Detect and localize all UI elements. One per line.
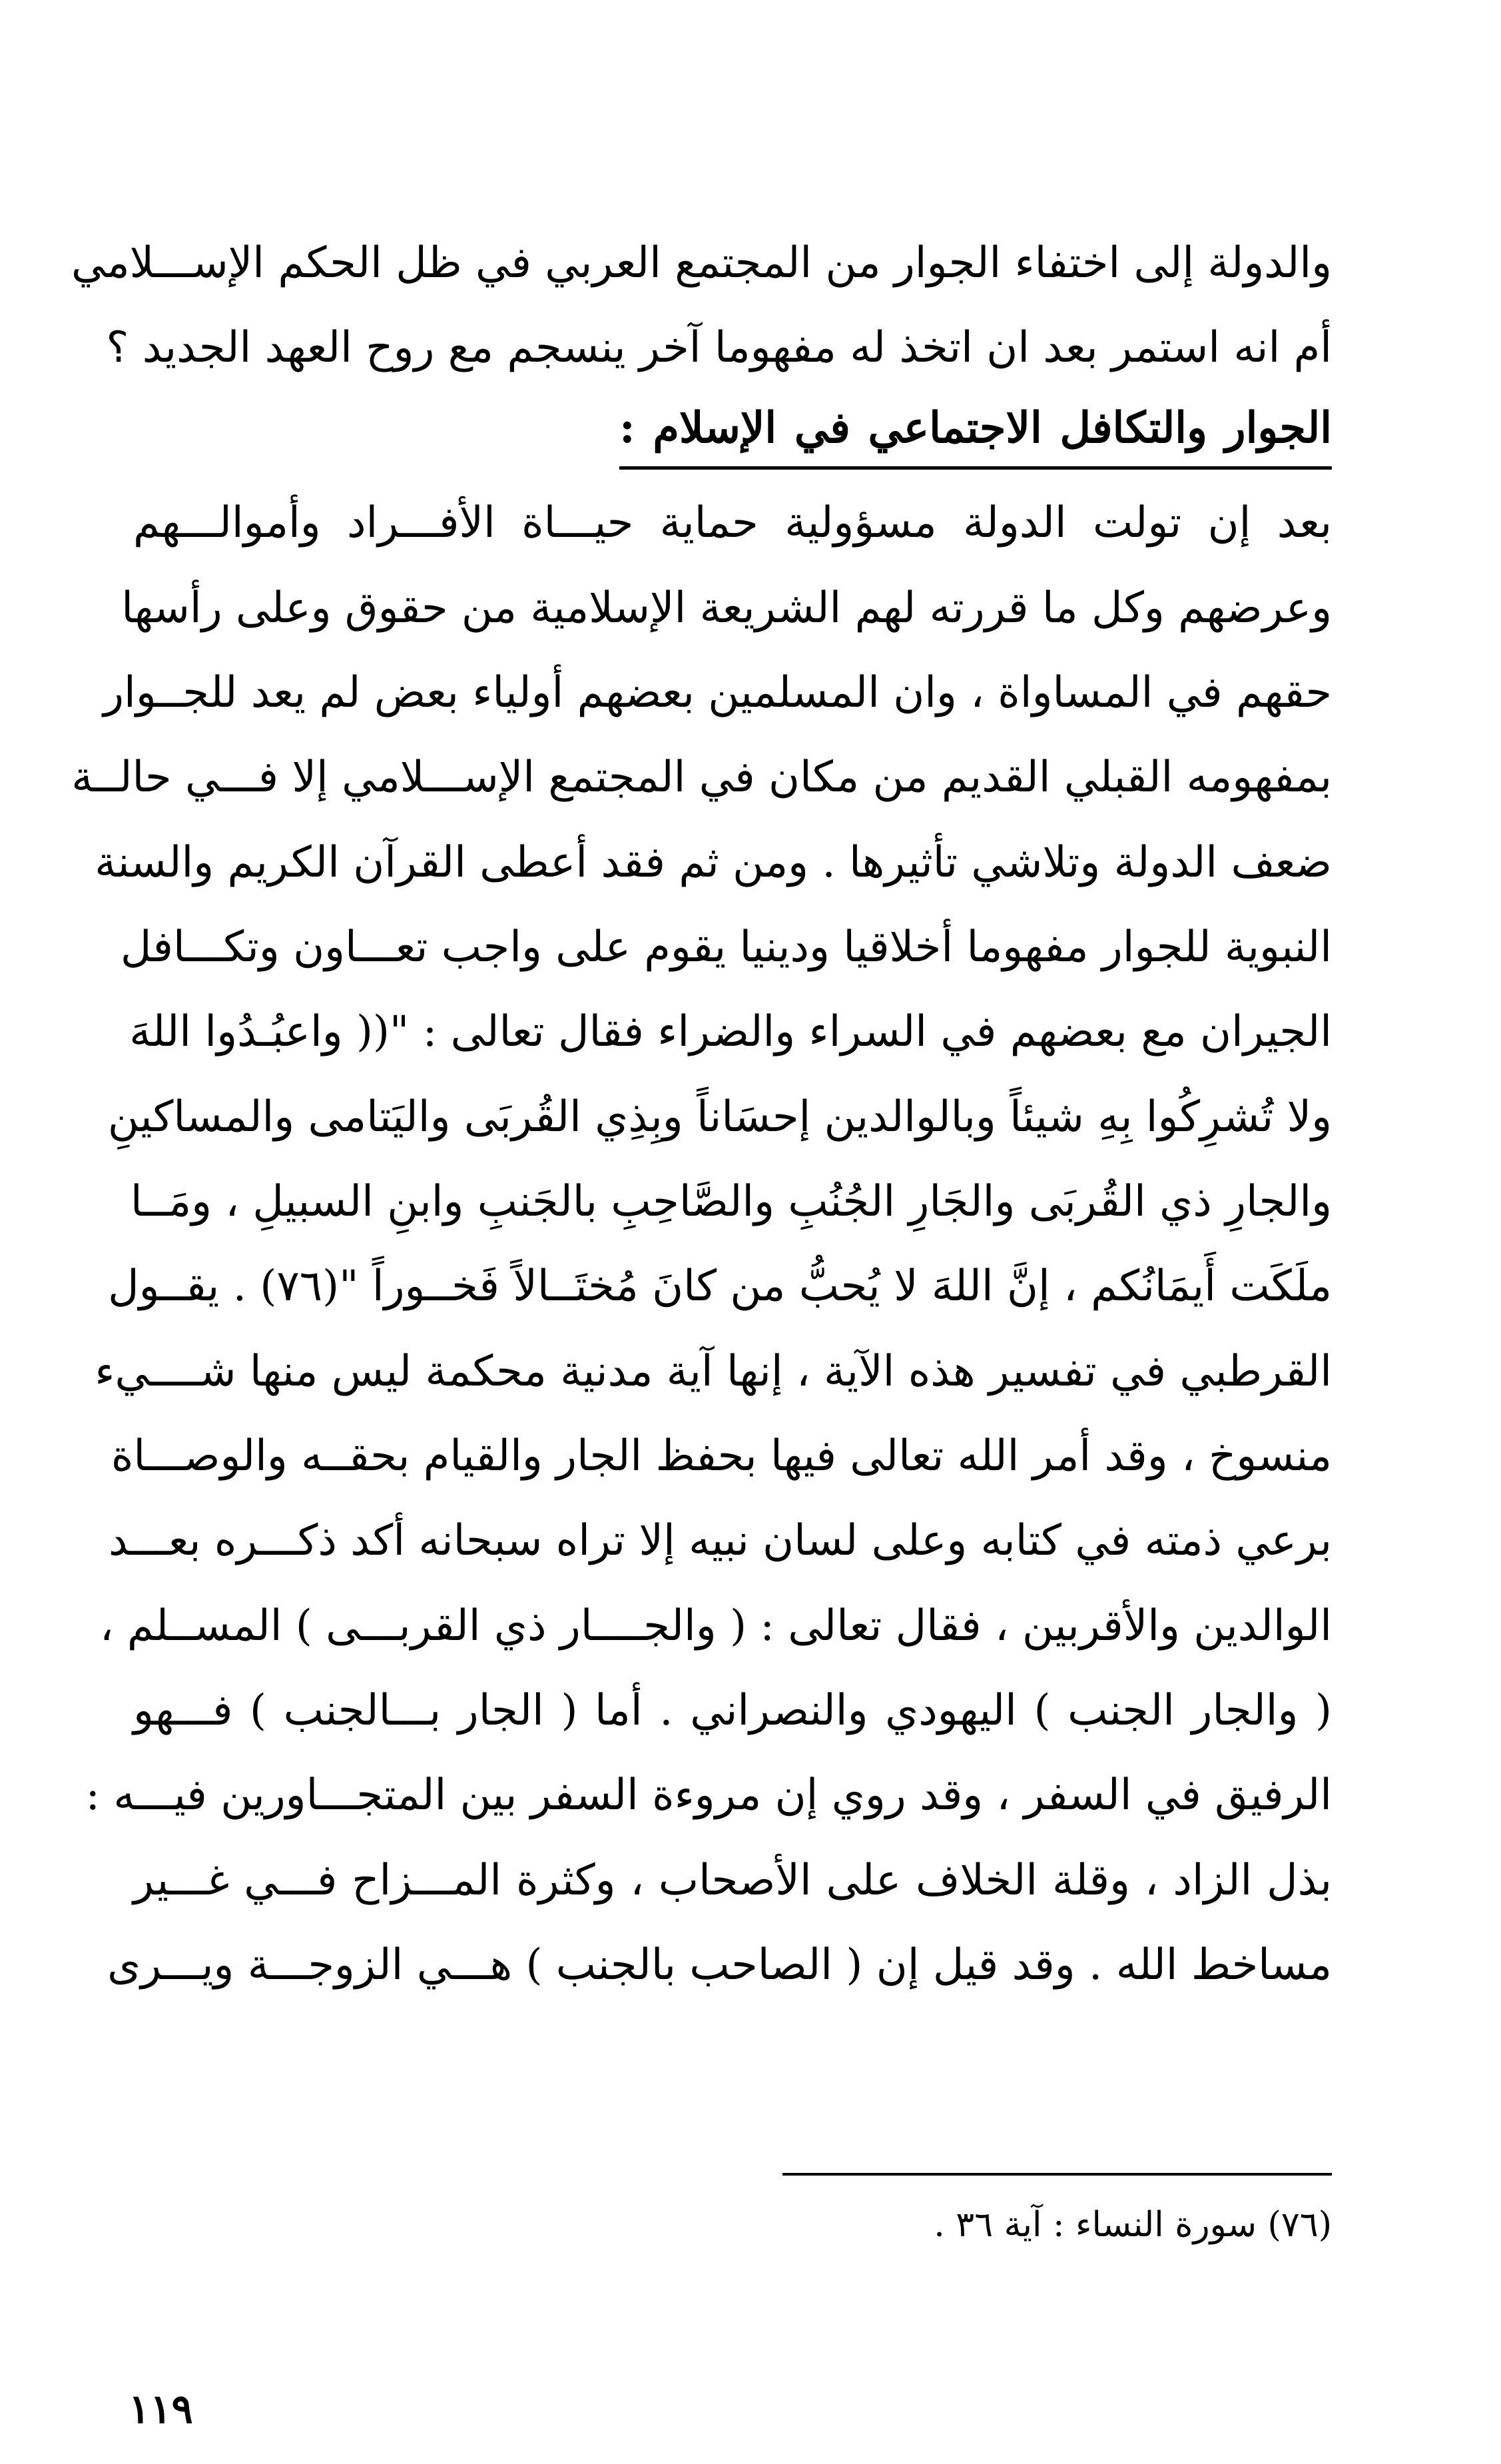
text-line: بعد إن تولت الدولة مسؤولية حماية حيـــاة الأفـــراد وأموالـــهم — [133, 498, 1332, 548]
text-line: بمفهومه القبلي القديم من مكان في المجتمع الإســـلامي إلا فـــي حالــة — [71, 753, 1332, 802]
text-line: النبوية للجوار مفهوما أخلاقيا ودينيا يقوم على واجب تعـــاون وتكـــافل — [120, 923, 1332, 972]
text-line: ضعف الدولة وتلاشي تأثيرها . ومن ثم فقد أعطى القرآن الكريم والسنة — [95, 838, 1332, 887]
text-line: الجيران مع بعضهم في السراء والضراء فقال تعالى : "(( واعبُـدُوا اللهَ — [129, 1007, 1332, 1056]
text-line: مساخط الله . وقد قيل إن ( الصاحب بالجنب ) هـــي الزوجـــة ويـــرى — [107, 1940, 1332, 1990]
text-line: وعرضهم وكل ما قررته لهم الشريعة الإسلامية من حقوق وعلى رأسها — [121, 584, 1332, 633]
text-line: القرطبي في تفسير هذه الآية ، إنها آية مدنية محكمة ليس منها شــــيء — [95, 1347, 1332, 1396]
main-text — [71, 223, 1333, 2035]
text-line: والدولة إلى اختفاء الجوار من المجتمع العربي في ظل الحكم الإســـلامي — [71, 238, 1332, 288]
section-heading-text: الجوار والتكافل الاجتماعي في الإسلام : — [619, 403, 1332, 453]
footnote: (٧٦) سورة النساء : آية ٣٦ . — [934, 2205, 1332, 2245]
page-number: ١١٩ — [129, 2386, 193, 2433]
text-line: ( والجار الجنب ) اليهودي والنصراني . أما ( الجار بـــالجنب ) فـــهو — [133, 1686, 1332, 1735]
text-line: الرفيق في السفر ، وقد روي إن مروءة السفر بين المتجـــاورين فيـــه : — [85, 1771, 1332, 1820]
text-line: منسوخ ، وقد أمر الله تعالى فيها بحفظ الجار والقيام بحقــه والوصـــاة — [111, 1432, 1332, 1481]
text-line: ولا تُشرِكُوا بِهِ شيئاً وبالوالدين إحسَاناً وبِذِي القُربَى واليَتامى والمساكينِ — [107, 1092, 1332, 1142]
text-line: ملَكَت أَيمَانُكم ، إنَّ اللهَ لا يُحبُّ من كانَ مُختَــالاً فَخــوراً "(٧٦) . يقــول — [108, 1262, 1332, 1311]
text-line: الوالدين والأقربين ، فقال تعالى : ( والجــــار ذي القربـــى ) المســلم ، — [99, 1601, 1332, 1651]
text-line: أم انه استمر بعد ان اتخذ له مفهوما آخر ينسجم مع روح العهد الجديد ؟ — [106, 323, 1332, 372]
footnote-divider — [782, 2173, 1332, 2176]
section-heading — [619, 390, 1332, 470]
text-line: حقهم في المساواة ، وان المسلمين بعضهم أولياء بعض لم يعد للجــوار — [103, 668, 1332, 717]
text-line: بذل الزاد ، وقلة الخلاف على الأصحاب ، وكثرة المـــزاح فـــي غـــير — [133, 1856, 1333, 1905]
text-line: برعي ذمته في كتابه وعلى لسان نبيه إلا تراه سبحانه أكد ذكـــره بعـــد — [108, 1516, 1332, 1565]
text-line: والجارِ ذي القُربَى والجَارِ الجُنُبِ والصَّاحِبِ بالجَنبِ وابنِ السبيلِ ، ومَــا — [130, 1177, 1332, 1226]
